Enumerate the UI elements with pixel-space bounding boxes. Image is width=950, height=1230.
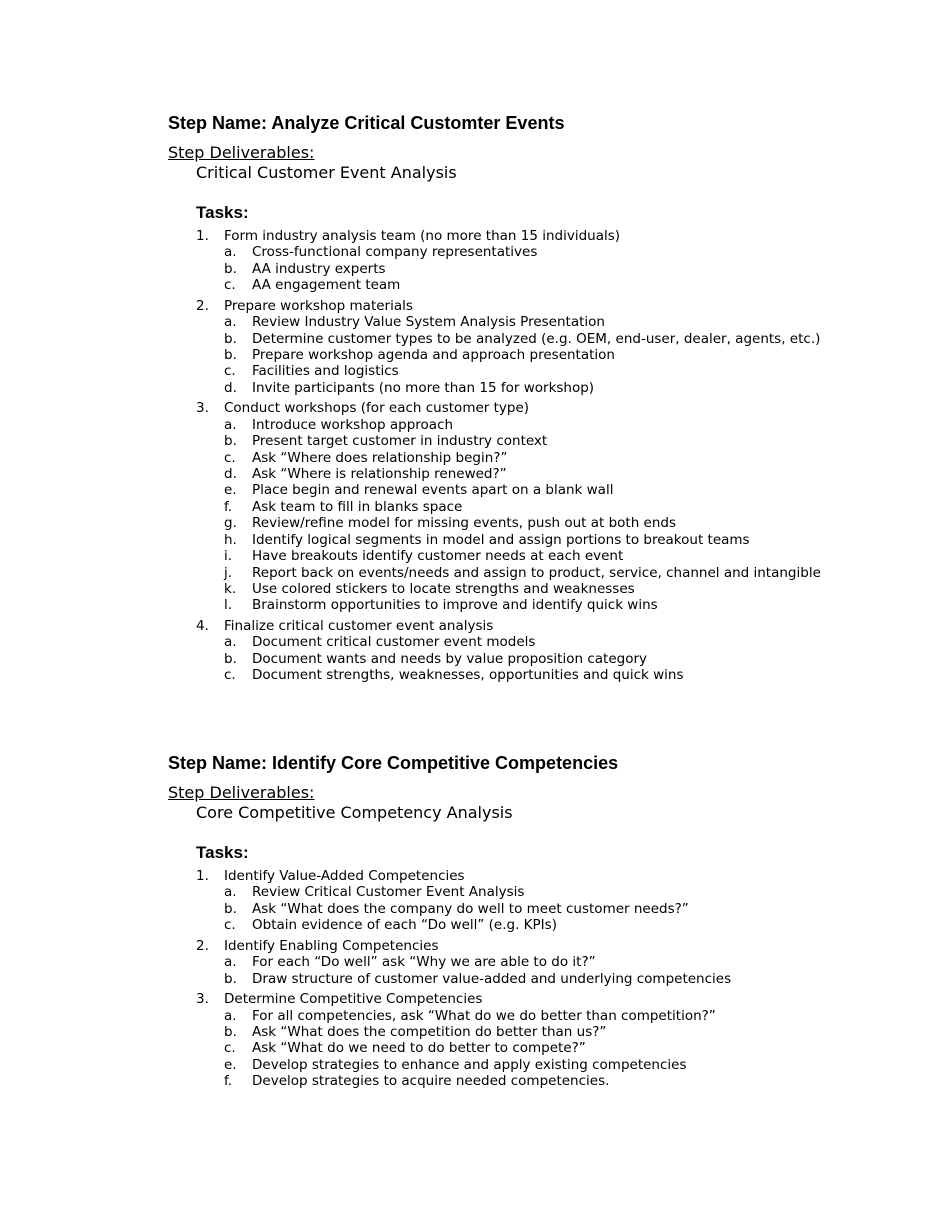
subtask-item	[224, 433, 826, 449]
subtask-text: For all competencies, ask “What do we do better than competition?”	[252, 1007, 716, 1024]
task-item	[196, 298, 826, 396]
subtask-item	[224, 884, 826, 900]
subtask-letter: a.	[224, 314, 237, 331]
subtask-text: AA engagement team	[252, 277, 401, 294]
deliverables-label: Step Deliverables:	[168, 783, 315, 802]
subtask-text: Cross-functional company representatives	[252, 244, 538, 261]
subtask-item	[224, 901, 826, 917]
subtask-text: AA industry experts	[252, 260, 386, 277]
subtask-letter: b.	[224, 650, 237, 667]
subtask-text: Present target customer in industry context	[252, 433, 548, 450]
subtask-text: Draw structure of customer value-added and underlying competencies	[252, 970, 732, 987]
subtask-item	[224, 244, 826, 260]
task-list	[196, 228, 826, 688]
subtask-text: Ask “Where is relationship renewed?”	[252, 466, 507, 483]
subtask-text: For each “Do well” ask “Why we are able to do it?”	[252, 954, 596, 971]
subtask-letter: e.	[224, 482, 237, 499]
subtask-letter: a.	[224, 634, 237, 651]
subtask-text: Document strengths, weaknesses, opportunities and quick wins	[252, 667, 684, 684]
deliverable-text: Core Competitive Competency Analysis	[196, 803, 513, 822]
subtask-item	[224, 954, 826, 970]
subtask-item	[224, 565, 826, 581]
subtask-letter: c.	[224, 1040, 236, 1057]
subtask-letter: b.	[224, 260, 237, 277]
subtask-text: Facilities and logistics	[252, 363, 399, 380]
subtask-item	[224, 417, 826, 433]
task-text: Identify Value-Added Competencies	[224, 868, 465, 884]
subtask-letter: a.	[224, 244, 237, 261]
task-item	[196, 938, 826, 987]
subtask-letter: b.	[224, 433, 237, 450]
subtask-text: Document critical customer event models	[252, 634, 536, 651]
task-number: 1.	[196, 868, 209, 884]
subtask-letter: k.	[224, 580, 237, 597]
subtask-text: Review Industry Value System Analysis Presentation	[252, 314, 605, 331]
subtask-item	[224, 466, 826, 482]
subtask-item	[224, 331, 826, 347]
subtask-letter: f.	[224, 1073, 233, 1090]
subtask-text: Ask “What does the competition do better than us?”	[252, 1024, 607, 1041]
deliverable-text: Critical Customer Event Analysis	[196, 163, 457, 182]
subtask-item	[224, 548, 826, 564]
task-text: Determine Competitive Competencies	[224, 991, 483, 1008]
subtask-text: Document wants and needs by value proposition category	[252, 650, 647, 667]
subtask-item	[224, 532, 826, 548]
subtask-text: Prepare workshop agenda and approach presentation	[252, 347, 615, 364]
step-title: Step Name: Analyze Critical Customter Events	[168, 113, 565, 133]
subtask-item	[224, 1008, 826, 1024]
subtask-letter: c.	[224, 363, 236, 380]
subtask-item	[224, 499, 826, 515]
subtask-letter: b.	[224, 970, 237, 987]
subtask-letter: b.	[224, 347, 237, 364]
subtask-item	[224, 917, 826, 933]
step-title: Step Name: Identify Core Competitive Competencies	[168, 753, 619, 773]
subtask-text: Develop strategies to enhance and apply existing competencies	[252, 1056, 687, 1073]
subtask-letter: a.	[224, 954, 237, 971]
subtask-text: Have breakouts identify customer needs at each event	[252, 548, 624, 565]
task-number: 2.	[196, 937, 209, 954]
subtask-item	[224, 971, 826, 987]
subtask-letter: h.	[224, 531, 237, 548]
subtask-text: Review/refine model for missing events, push out at both ends	[252, 515, 677, 532]
task-number: 3.	[196, 991, 209, 1008]
task-item	[196, 991, 826, 1089]
subtask-text: Identify logical segments in model and assign portions to breakout teams	[252, 531, 750, 548]
subtask-letter: e.	[224, 1056, 237, 1073]
subtask-item	[224, 450, 826, 466]
subtask-letter: c.	[224, 667, 236, 684]
subtask-letter: d.	[224, 379, 237, 396]
subtask-item	[224, 363, 826, 379]
task-item	[196, 228, 826, 294]
subtask-item	[224, 380, 826, 396]
subtask-text: Introduce workshop approach	[252, 416, 454, 433]
subtask-item	[224, 651, 826, 667]
subtask-letter: c.	[224, 277, 236, 294]
subtask-item	[224, 482, 826, 498]
task-number: 4.	[196, 617, 209, 634]
deliverables-label: Step Deliverables:	[168, 143, 315, 162]
subtask-item	[224, 634, 826, 650]
task-text: Prepare workshop materials	[224, 297, 413, 314]
subtask-letter: a.	[224, 416, 237, 433]
subtask-text: Report back on events/needs and assign to product, service, channel and intangible	[252, 564, 821, 581]
task-text: Finalize critical customer event analysis	[224, 617, 494, 634]
subtask-item	[224, 667, 826, 683]
subtask-item	[224, 1057, 826, 1073]
subtask-letter: c.	[224, 449, 236, 466]
subtask-item	[224, 597, 826, 613]
subtask-text: Use colored stickers to locate strengths and weaknesses	[252, 580, 635, 597]
subtask-text: Obtain evidence of each “Do well” (e.g. KPIs)	[252, 917, 557, 934]
task-item	[196, 400, 826, 613]
subtask-letter: c.	[224, 917, 236, 934]
subtask-text: Ask “What does the company do well to meet customer needs?”	[252, 900, 689, 917]
subtask-letter: g.	[224, 515, 237, 532]
task-text: Form industry analysis team (no more than 15 individuals)	[224, 228, 621, 244]
task-number: 3.	[196, 400, 209, 417]
subtask-letter: i.	[224, 548, 233, 565]
subtask-letter: a.	[224, 884, 237, 901]
subtask-item	[224, 515, 826, 531]
subtask-item	[224, 277, 826, 293]
tasks-label: Tasks:	[196, 203, 249, 222]
subtask-text: Invite participants (no more than 15 for workshop)	[252, 379, 595, 396]
subtask-item	[224, 1040, 826, 1056]
subtask-text: Review Critical Customer Event Analysis	[252, 884, 525, 901]
subtask-text: Ask “Where does relationship begin?”	[252, 449, 508, 466]
subtask-text: Place begin and renewal events apart on a blank wall	[252, 482, 614, 499]
subtask-letter: l.	[224, 597, 233, 614]
tasks-label: Tasks:	[196, 843, 249, 862]
subtask-letter: b.	[224, 330, 237, 347]
subtask-text: Brainstorm opportunities to improve and identify quick wins	[252, 597, 658, 614]
subtask-item	[224, 581, 826, 597]
subtask-item	[224, 1073, 826, 1089]
subtask-text: Ask “What do we need to do better to compete?”	[252, 1040, 586, 1057]
task-list	[196, 868, 826, 1094]
subtask-letter: b.	[224, 1024, 237, 1041]
subtask-text: Ask team to fill in blanks space	[252, 498, 463, 515]
subtask-text: Determine customer types to be analyzed (e.g. OEM, end-user, dealer, agents, etc.)	[252, 330, 821, 347]
task-number: 2.	[196, 297, 209, 314]
subtask-letter: f.	[224, 498, 233, 515]
task-item	[196, 618, 826, 684]
subtask-item	[224, 1024, 826, 1040]
subtask-letter: j.	[224, 564, 233, 581]
subtask-item	[224, 314, 826, 330]
task-text: Identify Enabling Competencies	[224, 937, 439, 954]
subtask-item	[224, 261, 826, 277]
task-item	[196, 868, 826, 934]
subtask-letter: a.	[224, 1007, 237, 1024]
subtask-letter: b.	[224, 900, 237, 917]
task-text: Conduct workshops (for each customer type)	[224, 400, 530, 417]
subtask-text: Develop strategies to acquire needed competencies.	[252, 1073, 610, 1090]
subtask-letter: d.	[224, 466, 237, 483]
subtask-item	[224, 347, 826, 363]
task-number: 1.	[196, 228, 209, 244]
